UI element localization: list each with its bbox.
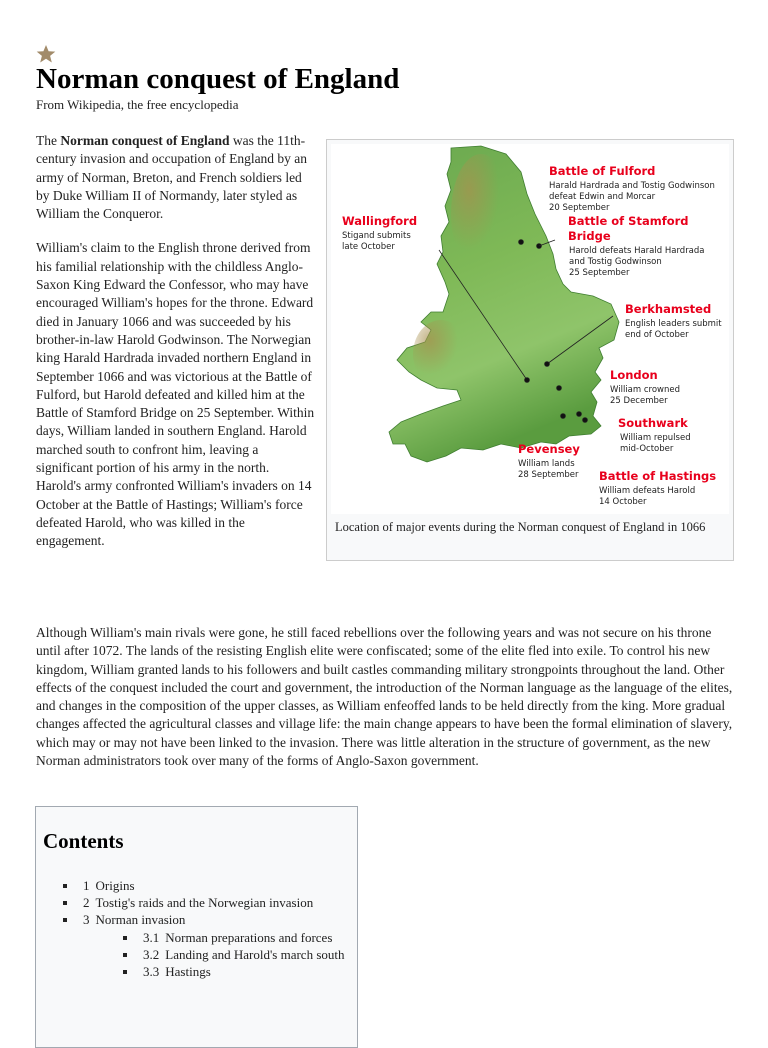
star-icon bbox=[36, 44, 56, 64]
label-wallingford-line1: Stigand submits bbox=[342, 231, 411, 241]
map-caption: Location of major events during the Norman conquest of England in 1066 bbox=[335, 520, 706, 534]
label-berkhamsted-line1: English leaders submit bbox=[625, 319, 722, 329]
label-london: London bbox=[610, 368, 658, 382]
label-fulford-line3: 20 September bbox=[549, 203, 610, 213]
label-stamford-line3: 25 September bbox=[569, 268, 630, 278]
page-title: Norman conquest of England bbox=[36, 63, 400, 95]
label-southwark-line2: mid-October bbox=[620, 444, 674, 454]
label-stamford-line1: Harold defeats Harald Hardrada bbox=[569, 246, 705, 256]
page-subtitle: From Wikipedia, the free encyclopedia bbox=[36, 97, 239, 112]
table-of-contents bbox=[35, 806, 358, 1048]
label-fulford-line2: defeat Edwin and Morcar bbox=[549, 192, 656, 202]
toc-item-tostigs-raids[interactable]: 2 Tostig's raids and the Norwegian invasion bbox=[61, 894, 345, 911]
toc-list bbox=[61, 877, 345, 980]
toc-item-hastings[interactable]: 3.3 Hastings bbox=[121, 963, 345, 980]
label-battle-of-stamford-bridge: Battle of Stamford bbox=[568, 214, 689, 228]
label-london-line2: 25 December bbox=[610, 396, 668, 406]
intro-bold-term: Norman conquest of England bbox=[60, 133, 230, 148]
label-berkhamsted-line2: end of October bbox=[625, 330, 689, 340]
label-pevensey-line1: William lands bbox=[518, 459, 575, 469]
intro-text bbox=[36, 132, 316, 567]
map-figure bbox=[326, 139, 734, 561]
label-fulford-line1: Harald Hardrada and Tostig Godwinson bbox=[549, 181, 715, 191]
toc-item-norman-preparations[interactable]: 3.1 Norman preparations and forces bbox=[121, 929, 345, 946]
label-battle-of-hastings: Battle of Hastings bbox=[599, 469, 717, 483]
label-battle-of-fulford: Battle of Fulford bbox=[549, 164, 656, 178]
label-hastings-line1: William defeats Harold bbox=[599, 486, 696, 496]
toc-heading: Contents bbox=[43, 829, 124, 853]
toc-sublist bbox=[121, 929, 345, 981]
label-hastings-line2: 14 October bbox=[599, 497, 647, 507]
label-wallingford: Wallingford bbox=[342, 214, 418, 228]
label-pevensey-line2: 28 September bbox=[518, 470, 579, 480]
label-pevensey: Pevensey bbox=[518, 442, 580, 456]
intro-paragraph-1: The Norman conquest of England was the 11th-century invasion and occupation of England by an army of Norman, Breton, and French soldiers led by Duke William II of Normandy, later styled as William the Conqueror. bbox=[36, 133, 308, 222]
label-stamford-bridge-line2: Bridge bbox=[568, 229, 611, 243]
label-london-line1: William crowned bbox=[610, 385, 681, 395]
label-berkhamsted: Berkhamsted bbox=[625, 302, 712, 316]
body-paragraph-3: Although William's main rivals were gone, he still faced rebellions over the following years and was not secure on his throne until after 1072. The lands of the resisting English elite were confiscated; some of the elite fled into exile. To control his new kingdom, William granted lands to his followers and built castles commanding military strongpoints throughout the land. Other effects of the conquest included the court and government, the introduction of the Norman language as the language of the elites, and changes in the composition of the upper classes, as William enfeoffed lands to be held directly from the king. More gradual changes affected the agricultural classes and village life: the main change appears to have been the formal elimination of slavery, which may or may not have been linked to the invasion. There was little alteration in the structure of government, as the new Norman administrators took over many of the forms of Anglo-Saxon government. bbox=[36, 625, 733, 769]
label-southwark: Southwark bbox=[618, 416, 688, 430]
label-stamford-line2: and Tostig Godwinson bbox=[569, 257, 662, 267]
toc-item-origins[interactable]: 1 Origins bbox=[61, 877, 345, 894]
label-wallingford-line2: late October bbox=[342, 242, 395, 252]
toc-item-norman-invasion[interactable]: 3 Norman invasion 3.1 Norman preparations and forces 3.2 Landing and Harold's march south 3.3 Hastings bbox=[61, 911, 345, 980]
toc-item-landing-and-march[interactable]: 3.2 Landing and Harold's march south bbox=[121, 946, 345, 963]
england-map[interactable] bbox=[331, 144, 729, 514]
intro-paragraph-2: William's claim to the English throne derived from his familial relationship with the childless Anglo-Saxon King Edward the Confessor, who may have encouraged William's hopes for the throne. Edward died in January 1066 and was succeeded by his brother-in-law Harold Godwinson. The Norwegian king Harald Hardrada invaded northern England in September 1066 and was victorious at the Battle of Fulford, but Harold defeated and killed him at the Battle of Stamford Bridge on 25 September. Within days, William landed in southern England. Harold marched south to confront him, leaving a significant portion of his army in the north. Harold's army confronted William's invaders on 14 October at the Battle of Hastings; William's force defeated Harold, who was killed in the engagement. bbox=[36, 240, 315, 549]
label-southwark-line1: William repulsed bbox=[620, 433, 691, 443]
